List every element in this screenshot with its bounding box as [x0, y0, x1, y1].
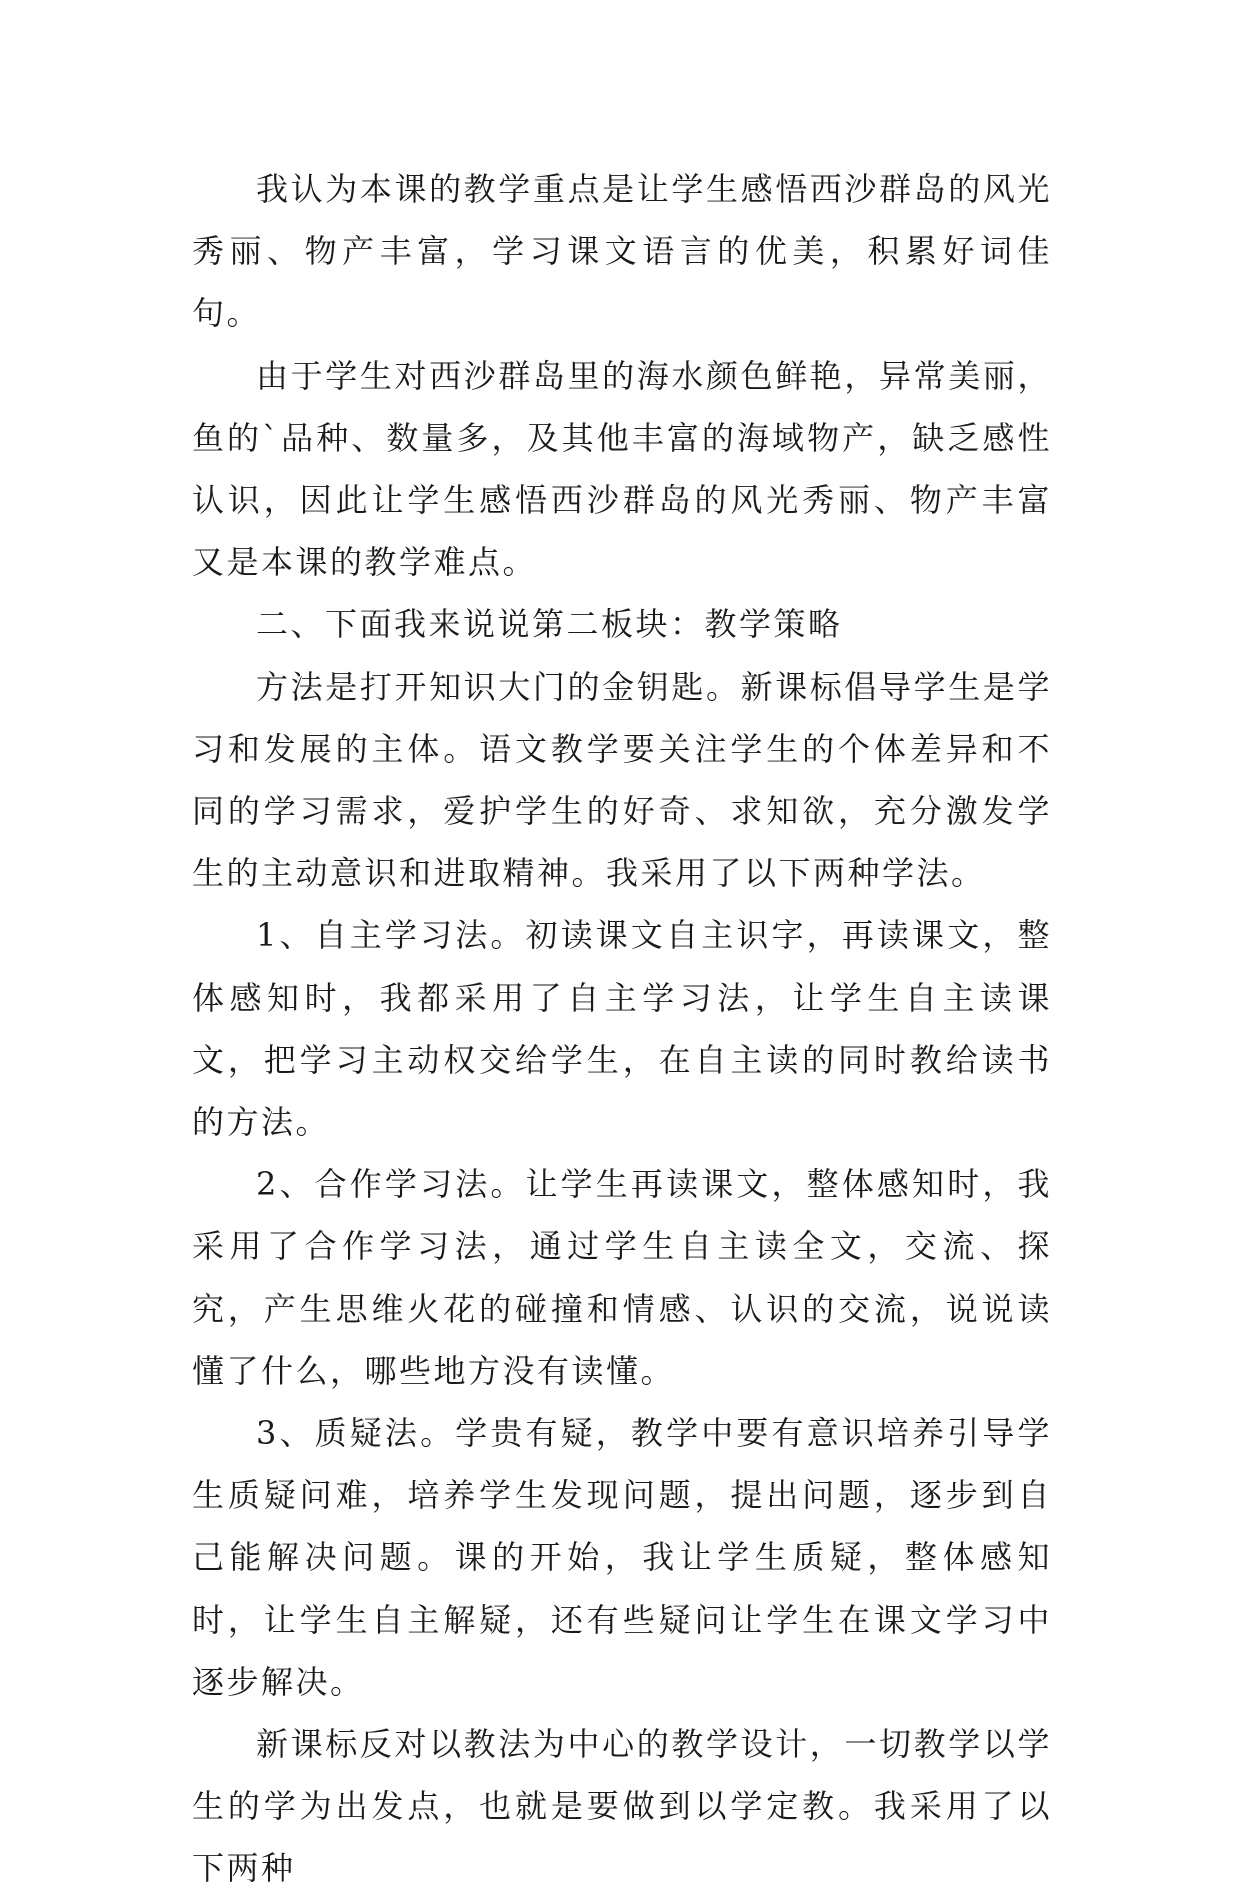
paragraph-method-cooperative: 2、合作学习法。让学生再读课文，整体感知时，我采用了合作学习法，通过学生自主读全文，交流、探究，产生思维火花的碰撞和情感、认识的交流，说说读懂了什么，哪些地方没有读懂。 [192, 1165, 1052, 1390]
body-text [192, 158, 1052, 1900]
paragraph-method-questioning: 3、质疑法。学贵有疑，教学中要有意识培养引导学生质疑问难，培养学生发现问题，提出问题，逐步到自己能解决问题。课的开始，我让学生质疑，整体感知时，让学生自主解疑，还有些疑问让学生在课文学习中逐步解决。 [192, 1414, 1052, 1701]
paragraph-teaching-difficulty: 由于学生对西沙群岛里的海水颜色鲜艳，异常美丽，鱼的`品种、数量多，及其他丰富的海域物产，缺乏感性认识，因此让学生感悟西沙群岛的风光秀丽、物产丰富又是本课的教学难点。 [192, 356, 1052, 582]
section-heading-teaching-strategy: 二、下面我来说说第二板块：教学策略 [256, 605, 843, 644]
paragraph-teaching-design: 新课标反对以教法为中心的教学设计，一切教学以学生的学为出发点，也就是要做到以学定教。我采用了以下两种 [192, 1725, 1052, 1888]
paragraph-teaching-focus: 我认为本课的教学重点是让学生感悟西沙群岛的风光秀丽、物产丰富，学习课文语言的优美，积累好词佳句。 [192, 170, 1052, 333]
paragraph-method-self-study: 1、自主学习法。初读课文自主识字，再读课文，整体感知时，我都采用了自主学习法，让学生自主读课文，把学习主动权交给学生，在自主读的同时教给读书的方法。 [192, 916, 1052, 1142]
paragraph-methods-intro: 方法是打开知识大门的金钥匙。新课标倡导学生是学习和发展的主体。语文教学要关注学生的个体差异和不同的学习需求，爱护学生的好奇、求知欲，充分激发学生的主动意识和进取精神。我采用了以下两种学法。 [192, 667, 1052, 893]
